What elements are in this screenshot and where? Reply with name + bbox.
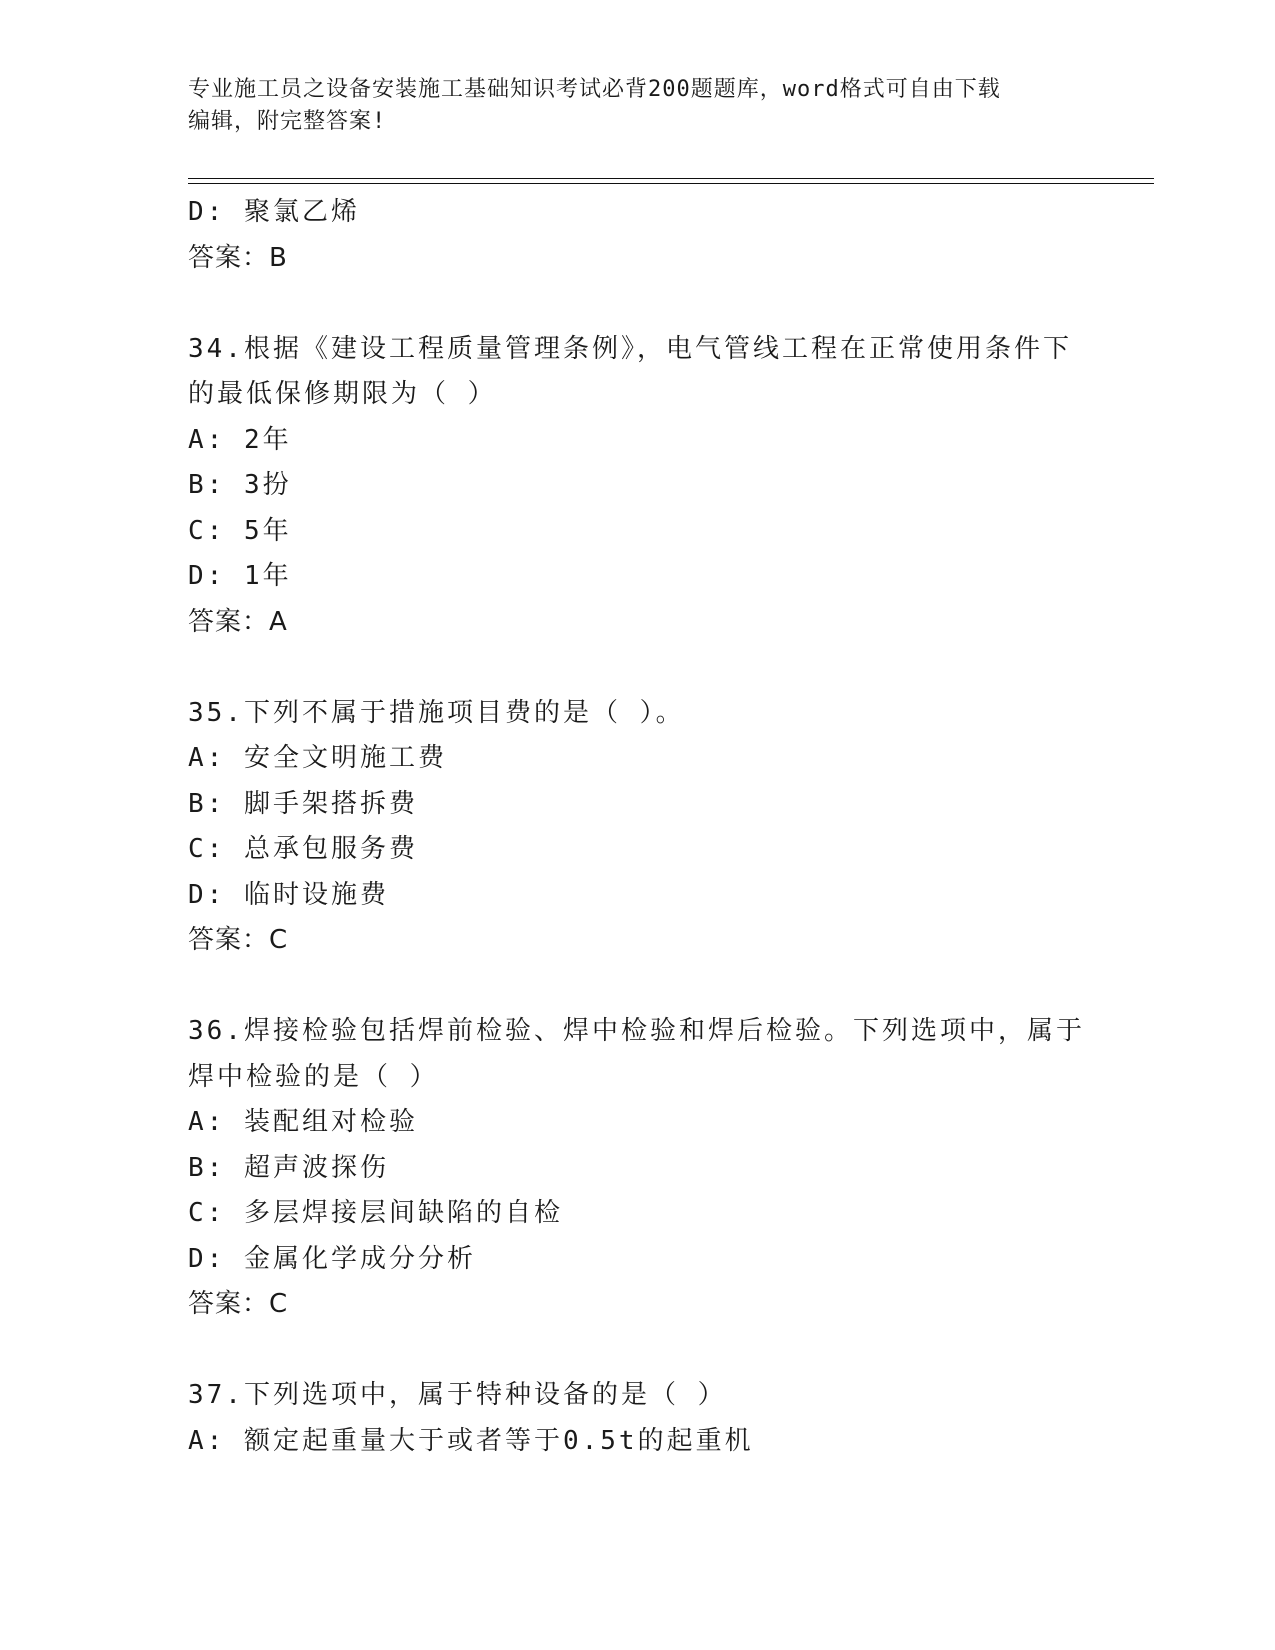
question-stem: 36.焊接检验包括焊前检验、焊中检验和焊后检验。下列选项中，属于 [188, 1016, 1085, 1046]
option-c: C: 多层焊接层间缺陷的自检 [188, 1198, 563, 1228]
question-36 [188, 1009, 1088, 1328]
option-a: A: 额定起重量大于或者等于0.5t的起重机 [188, 1425, 754, 1456]
option-a: A: 安全文明施工费 [188, 743, 447, 773]
option-c: C: 5年 [188, 515, 292, 546]
question-33-tail [188, 190, 1088, 281]
header-title-line-1: 专业施工员之设备安装施工基础知识考试必背200题题库，word格式可自由下载 [188, 77, 1001, 102]
document-header [188, 74, 1088, 138]
option-c: C: 总承包服务费 [188, 834, 418, 864]
option-d: D: 1年 [188, 561, 292, 591]
spacer [188, 281, 1088, 327]
header-divider-top [188, 178, 1154, 179]
question-stem: 35.下列不属于措施项目费的是（ ）。 [188, 697, 685, 728]
spacer [188, 645, 1088, 691]
option-b: B: 3扮 [188, 470, 292, 500]
option-b: B: 脚手架搭拆费 [188, 788, 418, 819]
question-stem: 34.根据《建设工程质量管理条例》，电气管线工程在正常使用条件下 [188, 333, 1072, 364]
question-34 [188, 327, 1088, 646]
question-35 [188, 691, 1088, 964]
option-d: D: 临时设施费 [188, 879, 389, 910]
answer: 答案：C [188, 1289, 289, 1319]
option-b: B: 超声波探伤 [188, 1152, 389, 1183]
option-a: A: 装配组对检验 [188, 1107, 418, 1137]
option-d: D: 聚氯乙烯 [188, 197, 360, 227]
question-stem-continued: 焊中检验的是（ ） [188, 1061, 439, 1092]
question-list [188, 190, 1088, 1464]
spacer [188, 964, 1088, 1010]
header-divider-bottom [188, 183, 1154, 184]
answer: 答案：B [188, 242, 288, 273]
question-stem-continued: 的最低保修期限为（ ） [188, 379, 497, 409]
answer: 答案：A [188, 606, 288, 637]
spacer [188, 1328, 1088, 1374]
header-title-line-2: 编辑，附完整答案! [188, 109, 387, 134]
option-a: A: 2年 [188, 424, 292, 455]
question-37 [188, 1373, 1088, 1464]
question-stem: 37.下列选项中，属于特种设备的是（ ） [188, 1380, 727, 1410]
option-d: D: 金属化学成分分析 [188, 1243, 476, 1274]
answer: 答案：C [188, 925, 289, 955]
